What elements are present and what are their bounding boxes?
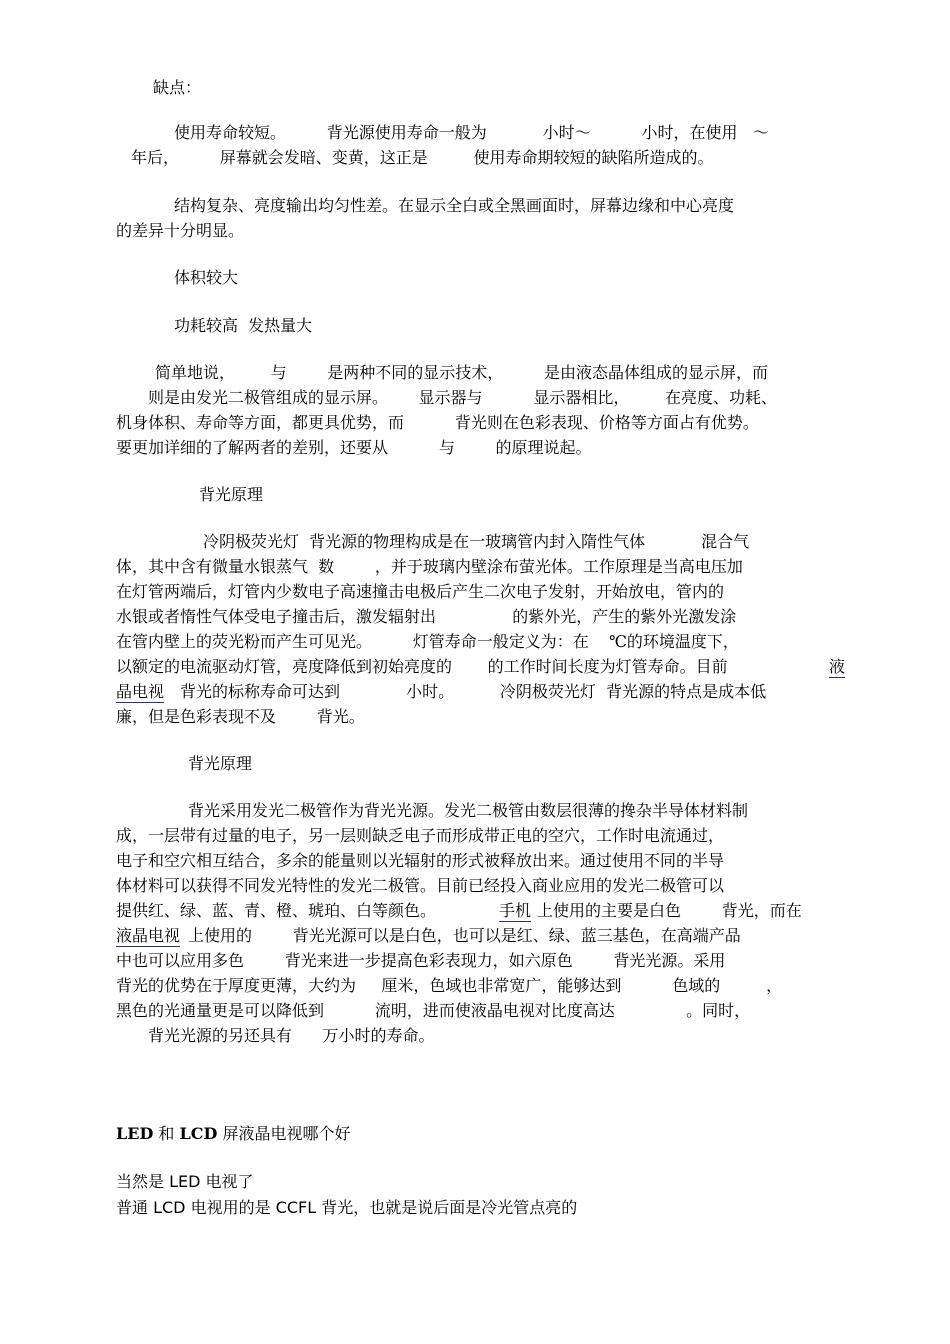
text-line: 要更加详细的了解两者的差别，还要从 与 的原理说起。 [116, 438, 592, 457]
text-line: 上使用的 背光光源可以是白色，也可以是红、绿、蓝三基色，在高端产品 [188, 926, 741, 945]
text-line: 体积较大 [174, 268, 239, 287]
text-line: 上使用的主要是白色 背光，而在 [537, 901, 802, 920]
text-line: 结构复杂、亮度输出均匀性差。在显示全白或全黑画面时，屏幕边缘和中心亮度 [174, 196, 735, 215]
text-line: 年后， 屏幕就会发暗、变黄，这正是 使用寿命期较短的缺陷所造成的。 [131, 148, 714, 167]
answer-line: 当然是 LED 电视了 [116, 1172, 254, 1191]
link-lcd-tv[interactable] [116, 924, 180, 948]
text-line: 黑色的光通量更是可以降低到 流明，进而使液晶电视对比度高达 。同时， [116, 1001, 751, 1020]
title-lcd: LCD [179, 1124, 218, 1143]
text-line: 体材料可以获得不同发光特性的发光二极管。目前已经投入商业应用的发光二极管可以 [116, 876, 725, 895]
text-line: 背光采用发光二极管作为背光光源。发光二极管由数层很薄的搀杂半导体材料制 [188, 801, 749, 820]
title-led: LED [116, 1124, 154, 1143]
text-line: 在管内壁上的荧光粉而产生可见光。 灯管寿命一般定义为：在 ℃的环境温度下， [116, 632, 739, 651]
text-line: 电子和空穴相互结合，多余的能量则以光辐射的形式被释放出来。通过使用不同的半导 [116, 851, 725, 870]
section-heading: 背光原理 [188, 754, 253, 773]
text-line: 廉，但是色彩表现不及 背光。 [116, 707, 365, 726]
title-rest: 屏液晶电视哪个好 [217, 1124, 351, 1143]
text-line: 功耗较高 发热量大 [174, 316, 313, 335]
text-line: 的差异十分明显。 [116, 221, 245, 240]
text-line: 体，其中含有微量水银蒸气 数 ，并于玻璃内壁涂布萤光体。工作原理是当高电压加 [116, 557, 743, 576]
text-line: 缺点： [153, 78, 202, 97]
text-line: 成，一层带有过量的电子，另一层则缺乏电子而形成带正电的空穴，工作时电流通过， [116, 826, 725, 845]
text-line: 则是由发光二极管组成的显示屏。 显示器与 显示器相比， 在亮度、功耗、 [148, 388, 777, 407]
text-line: 提供红、绿、蓝、青、橙、琥珀、白等颜色。 [116, 901, 437, 920]
link-mobile-phone[interactable] [499, 899, 531, 923]
link-lcd-tv-part1[interactable] [829, 655, 845, 679]
link-text[interactable]: 晶电视 [116, 682, 165, 701]
answer-line: 普通 LCD 电视用的是 CCFL 背光，也就是说后面是冷光管点亮的 [116, 1198, 578, 1217]
text-line: 简单地说， 与 是两种不同的显示技术， 是由液态晶体组成的显示屏，而 [155, 363, 768, 382]
text-line: 背光光源的另还具有 万小时的寿命。 [148, 1026, 435, 1045]
section-heading: 背光原理 [199, 485, 264, 504]
link-text[interactable]: 液 [829, 657, 846, 676]
link-text[interactable]: 液晶电视 [116, 926, 181, 945]
text-line: 机身体积、寿命等方面，都更具优势，而 背光则在色彩表现、价格等方面占有优势。 [116, 413, 759, 432]
text-line: 背光的标称寿命可达到 小时。 冷阴极荧光灯 背光源的特点是成本低 [180, 682, 767, 701]
text-line: 以额定的电流驱动灯管，亮度降低到初始亮度的 的工作时间长度为灯管寿命。目前 [116, 657, 728, 676]
text-line: 水银或者惰性气体受电子撞击后，激发辐射出 的紫外光，产生的紫外光激发涂 [116, 607, 737, 626]
text-line: 冷阴极荧光灯 背光源的物理构成是在一玻璃管内封入隋性气体 混合气 [203, 532, 750, 551]
text-line: 使用寿命较短。 背光源使用寿命一般为 小时～ 小时，在使用 ～ [174, 123, 769, 142]
text-line: 背光的优势在于厚度更薄，大约为 厘米，色域也非常宽广，能够达到 色域的 ， [116, 976, 783, 995]
title-and: 和 [153, 1124, 180, 1143]
link-text[interactable]: 手机 [499, 901, 532, 920]
link-lcd-tv-part2[interactable] [116, 680, 164, 704]
text-line: 在灯管两端后，灯管内少数电子高速撞击电极后产生二次电子发射，开始放电，管内的 [116, 582, 725, 601]
article-title [116, 1122, 350, 1146]
text-line: 中也可以应用多色 背光来进一步提高色彩表现力，如六原色 背光光源。采用 [116, 951, 726, 970]
